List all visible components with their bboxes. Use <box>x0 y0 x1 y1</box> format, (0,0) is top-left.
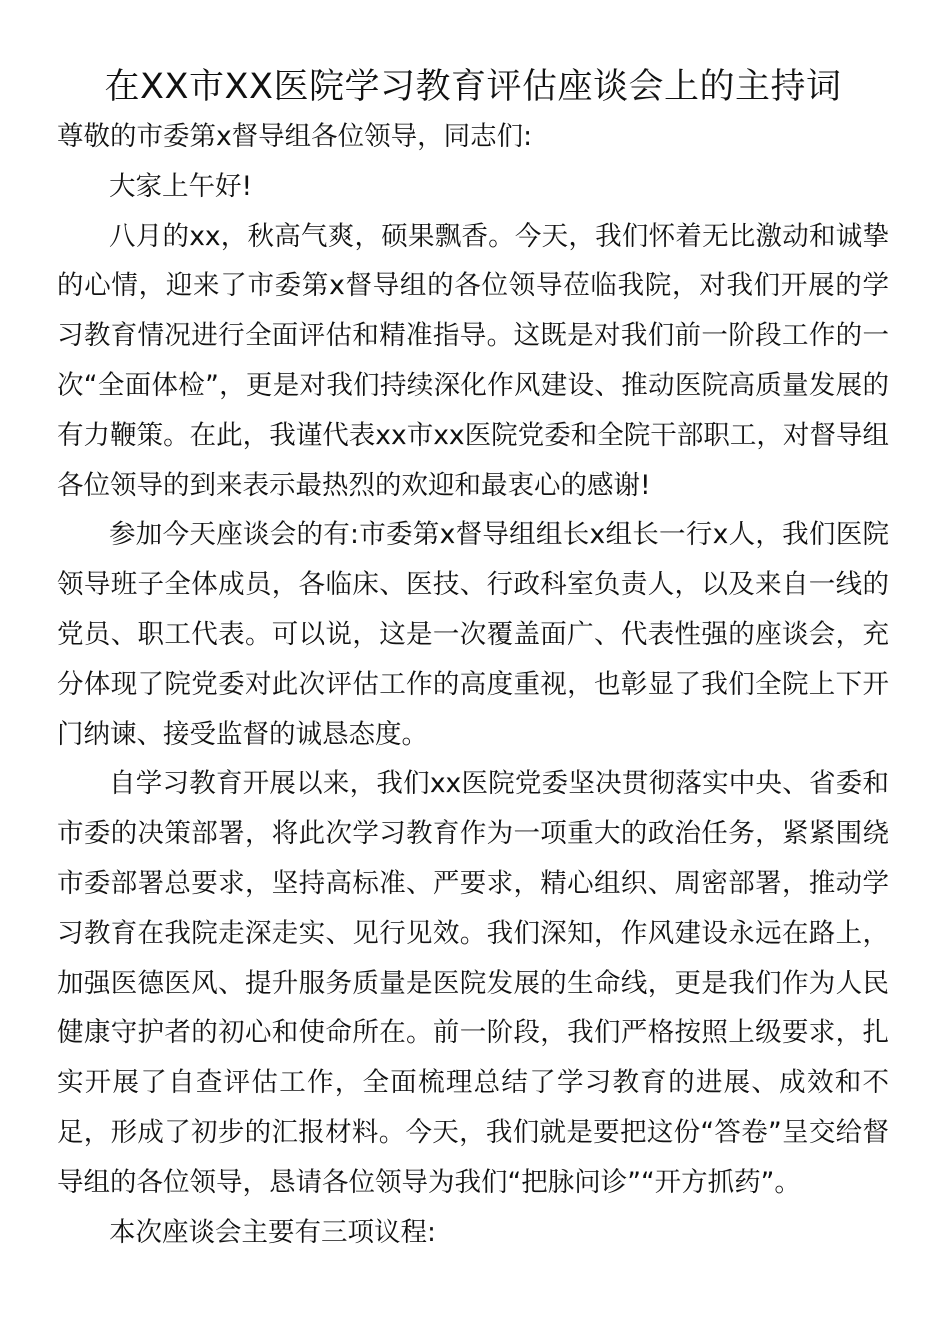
paragraph-agenda-intro: 本次座谈会主要有三项议程: <box>109 1216 436 1248</box>
salutation: 尊敬的市委第x督导组各位领导，同志们: <box>57 121 533 152</box>
document-title: 在XX市XX医院学习教育评估座谈会上的主持词 <box>104 67 842 107</box>
document-body <box>57 112 889 1257</box>
paragraph-background: 自学习教育开展以来，我们xx医院党委坚决贯彻落实中央、省委和市委的决策部署，将此次学习教育作为一项重大的政治任务，紧紧围绕市委部署总要求，坚持高标准、严要求，精心组织、周密部署，推动学习教育在我院走深走实、见行见效。我们深知，作风建设永远在路上，加强医德医风、提升服务质量是医院发展的生命线，更是我们作为人民健康守护者的初心和使命所在。前一阶段，我们严格按照上级要求，扎实开展了自查评估工作，全面梳理总结了学习教育的进展、成效和不足，形成了初步的汇报材料。今天，我们就是要把这份“答卷”呈交给督导组的各位领导，恳请各位领导为我们“把脉问诊”“开方抓药”。 <box>57 768 889 1198</box>
paragraph-greeting: 大家上午好! <box>109 170 253 202</box>
document-page <box>57 62 889 1257</box>
paragraph-attendees: 参加今天座谈会的有:市委第x督导组组长x组长一行x人，我们医院领导班子全体成员，各临床、医技、行政科室负责人，以及来自一线的党员、职工代表。可以说，这是一次覆盖面广、代表性强的座谈会，充分体现了院党委对此次评估工作的高度重视，也彰显了我们全院上下开门纳谏、接受监督的诚恳态度。 <box>57 519 889 750</box>
paragraph-welcome: 八月的xx，秋高气爽，硕果飘香。今天，我们怀着无比激动和诚挚的心情，迎来了市委第x督导组的各位领导莅临我院，对我们开展的学习教育情况进行全面评估和精准指导。这既是对我们前一阶段工作的一次“全面体检”，更是对我们持续深化作风建设、推动医院高质量发展的有力鞭策。在此，我谨代表xx市xx医院党委和全院干部职工，对督导组各位领导的到来表示最热烈的欢迎和最衷心的感谢! <box>57 220 889 501</box>
